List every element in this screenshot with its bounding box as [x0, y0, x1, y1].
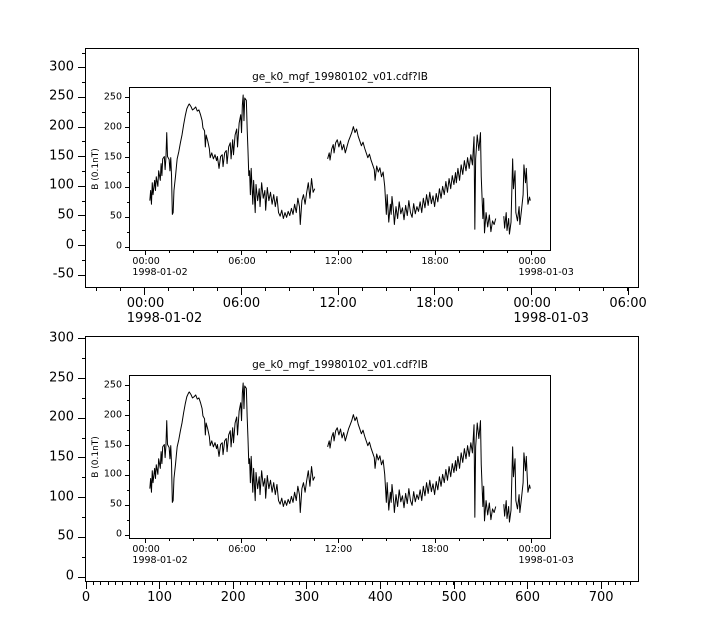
- tick-mark: [169, 538, 170, 541]
- tick-mark: [454, 581, 455, 589]
- tick-mark: [386, 538, 387, 541]
- tick-label: 250: [49, 370, 74, 386]
- tick-mark: [203, 581, 204, 585]
- tick-mark: [615, 581, 616, 585]
- tick-mark: [174, 581, 175, 585]
- tick-label: 150: [49, 449, 74, 465]
- tick-mark: [266, 538, 267, 541]
- tick-date-label: 1998-01-03: [518, 266, 574, 278]
- tick-label: 200: [220, 590, 246, 605]
- tick-mark: [137, 581, 138, 585]
- tick-mark: [534, 581, 535, 585]
- tick-label: 300: [49, 330, 74, 346]
- tick-mark: [601, 581, 602, 589]
- tick-label: 06:00: [228, 256, 256, 267]
- tick-label: 06:00: [222, 296, 261, 311]
- tick-mark: [468, 581, 469, 585]
- tick-label: 200: [49, 410, 74, 426]
- tick-mark: [507, 538, 508, 541]
- tick-mark: [527, 581, 528, 585]
- tick-mark: [125, 385, 130, 386]
- tick-mark: [358, 581, 359, 585]
- tick-mark: [127, 460, 130, 461]
- tick-mark: [130, 581, 131, 585]
- tick-mark: [593, 581, 594, 585]
- tick-label: 50: [109, 498, 122, 510]
- tick-mark: [608, 581, 609, 585]
- tick-label: 0: [81, 590, 91, 605]
- tick-time-label: 00:00: [518, 256, 546, 267]
- inset-plot-box: [103, 375, 574, 566]
- tick-mark: [127, 490, 130, 491]
- tick-mark: [233, 581, 234, 589]
- inset-plot-bottom: [91, 359, 574, 566]
- tick-mark: [601, 581, 602, 585]
- tick-label: 200: [49, 118, 74, 134]
- tick-mark: [241, 538, 242, 541]
- tick-mark: [78, 497, 86, 498]
- tick-mark: [290, 538, 291, 541]
- tick-mark: [125, 505, 130, 506]
- tick-mark: [549, 581, 550, 585]
- tick-mark: [82, 477, 86, 478]
- tick-mark: [108, 581, 109, 585]
- tick-mark: [125, 475, 130, 476]
- tick-label: 150: [103, 439, 122, 451]
- tick-mark: [86, 581, 87, 589]
- tick-mark: [498, 581, 499, 585]
- tick-mark: [152, 581, 153, 585]
- tick-label: 0: [115, 240, 122, 252]
- tick-mark: [410, 538, 411, 541]
- tick-mark: [586, 581, 587, 585]
- tick-mark: [527, 581, 528, 589]
- tick-mark: [127, 400, 130, 401]
- tick-time-label: 00:00: [132, 544, 160, 555]
- tick-mark: [127, 430, 130, 431]
- tick-mark: [542, 581, 543, 585]
- tick-mark: [321, 581, 322, 585]
- tick-mark: [362, 538, 363, 541]
- tick-label: 300: [49, 59, 74, 75]
- tick-mark: [306, 581, 307, 585]
- tick-mark: [483, 581, 484, 585]
- tick-mark: [343, 581, 344, 585]
- tick-mark: [435, 538, 436, 543]
- tick-mark: [483, 538, 484, 541]
- tick-time-label: 00:00: [132, 256, 160, 267]
- tick-mark: [78, 577, 86, 578]
- tick-mark: [459, 538, 460, 541]
- tick-mark: [314, 581, 315, 585]
- tick-label: 12:00: [324, 544, 353, 555]
- trace-path: [150, 383, 531, 522]
- tick-mark: [424, 581, 425, 585]
- tick-mark: [564, 581, 565, 585]
- outer-plot-box-bottom: [49, 330, 639, 605]
- tick-time-label: 00:00: [126, 296, 165, 311]
- tick-mark: [159, 581, 160, 585]
- tick-time-label: 00:00: [513, 296, 551, 311]
- inset-title: ge_k0_mgf_19980102_v01.cdf?IB: [252, 359, 428, 371]
- tick-mark: [299, 581, 300, 585]
- inset-y-axis-label: B (0.1nT): [91, 436, 101, 478]
- tick-label: 300: [294, 590, 320, 605]
- tick-label: 0: [65, 237, 74, 253]
- tick-mark: [277, 581, 278, 585]
- tick-mark: [490, 581, 491, 585]
- tick-mark: [571, 581, 572, 585]
- tick-label: 06:00: [609, 296, 647, 311]
- tick-label: 150: [49, 148, 74, 164]
- tick-date-label: 1998-01-02: [132, 266, 188, 278]
- tick-label: 18:00: [416, 296, 454, 311]
- tick-mark: [431, 581, 432, 585]
- tick-mark: [225, 581, 226, 585]
- tick-mark: [306, 581, 307, 589]
- tick-mark: [144, 581, 145, 585]
- tick-mark: [461, 581, 462, 585]
- tick-mark: [328, 581, 329, 585]
- tick-label: 700: [588, 590, 614, 605]
- tick-mark: [439, 581, 440, 585]
- tick-mark: [86, 581, 87, 585]
- tick-mark: [284, 581, 285, 585]
- tick-date-label: 1998-01-02: [132, 554, 188, 566]
- tick-mark: [262, 581, 263, 585]
- tick-label: 18:00: [421, 256, 449, 267]
- tick-mark: [387, 581, 388, 585]
- tick-mark: [78, 338, 86, 339]
- tick-mark: [218, 581, 219, 585]
- tick-mark: [255, 581, 256, 585]
- tick-mark: [630, 581, 631, 585]
- tick-date-label: 1998-01-03: [518, 554, 574, 566]
- tick-label: 50: [57, 207, 74, 223]
- tick-label: 500: [441, 590, 467, 605]
- tick-mark: [78, 418, 86, 419]
- tick-mark: [402, 581, 403, 585]
- tick-mark: [505, 581, 506, 585]
- tick-mark: [122, 581, 123, 585]
- tick-mark: [78, 457, 86, 458]
- tick-mark: [380, 581, 381, 589]
- tick-label: 18:00: [421, 544, 449, 555]
- tick-label: 12:00: [324, 256, 353, 267]
- tick-mark: [196, 581, 197, 585]
- magnetometer-trace: [145, 386, 531, 535]
- tick-mark: [125, 415, 130, 416]
- tick-mark: [512, 581, 513, 585]
- tick-mark: [475, 581, 476, 585]
- tick-mark: [292, 581, 293, 585]
- tick-mark: [446, 581, 447, 585]
- tick-mark: [125, 535, 130, 536]
- inset-title: ge_k0_mgf_19980102_v01.cdf?IB: [252, 71, 428, 83]
- tick-mark: [193, 538, 194, 541]
- tick-mark: [395, 581, 396, 585]
- tick-mark: [145, 538, 146, 543]
- tick-label: 50: [57, 529, 74, 545]
- tick-label: 100: [147, 590, 172, 605]
- tick-mark: [269, 581, 270, 585]
- tick-label: 250: [103, 91, 122, 103]
- tick-mark: [417, 581, 418, 585]
- tick-label: -50: [52, 266, 74, 282]
- tick-mark: [127, 520, 130, 521]
- tick-mark: [78, 378, 86, 379]
- tick-label: 100: [49, 178, 74, 194]
- tick-mark: [338, 538, 339, 541]
- tick-mark: [78, 537, 86, 538]
- tick-mark: [159, 581, 160, 589]
- tick-label: 06:00: [228, 544, 256, 555]
- tick-label: 250: [49, 89, 74, 105]
- tick-mark: [336, 581, 337, 585]
- tick-label: 400: [367, 590, 393, 605]
- tick-label: 12:00: [319, 296, 357, 311]
- tick-label: 0: [65, 568, 74, 584]
- inset-y-axis-label: B (0.1nT): [91, 148, 101, 190]
- tick-label: 100: [103, 469, 122, 481]
- tick-label: [132, 545, 187, 566]
- tick-mark: [380, 581, 381, 585]
- tick-mark: [435, 538, 436, 541]
- tick-mark: [531, 538, 532, 543]
- tick-mark: [125, 445, 130, 446]
- tick-mark: [240, 581, 241, 585]
- tick-label: 0: [115, 528, 122, 540]
- tick-mark: [181, 581, 182, 585]
- tick-mark: [556, 581, 557, 585]
- tick-mark: [338, 538, 339, 543]
- tick-label: 200: [103, 409, 122, 421]
- tick-mark: [115, 581, 116, 585]
- tick-label: 250: [103, 379, 122, 391]
- tick-mark: [166, 581, 167, 585]
- tick-mark: [211, 581, 212, 585]
- tick-time-label: 00:00: [518, 544, 546, 555]
- tick-mark: [365, 581, 366, 585]
- tick-label: 100: [103, 181, 122, 193]
- tick-mark: [82, 557, 86, 558]
- tick-mark: [233, 581, 234, 585]
- tick-mark: [453, 581, 454, 585]
- tick-label: 100: [49, 489, 74, 505]
- tick-date-label: 1998-01-03: [513, 310, 589, 326]
- tick-mark: [217, 538, 218, 541]
- tick-mark: [93, 581, 94, 585]
- tick-mark: [247, 581, 248, 585]
- tick-label: 50: [109, 210, 122, 222]
- tick-mark: [314, 538, 315, 541]
- tick-mark: [520, 581, 521, 585]
- tick-mark: [189, 581, 190, 585]
- tick-mark: [82, 438, 86, 439]
- tick-mark: [241, 538, 242, 543]
- tick-mark: [82, 398, 86, 399]
- tick-mark: [623, 581, 624, 585]
- tick-label: [519, 545, 574, 566]
- tick-date-label: 1998-01-02: [126, 310, 203, 326]
- tick-mark: [350, 581, 351, 585]
- tick-mark: [409, 581, 410, 585]
- tick-label: 150: [103, 151, 122, 163]
- tick-label: 600: [515, 590, 541, 605]
- tick-mark: [578, 581, 579, 585]
- tick-mark: [100, 581, 101, 585]
- tick-label: 200: [103, 121, 122, 133]
- tick-mark: [372, 581, 373, 585]
- tick-mark: [82, 358, 86, 359]
- tick-mark: [82, 517, 86, 518]
